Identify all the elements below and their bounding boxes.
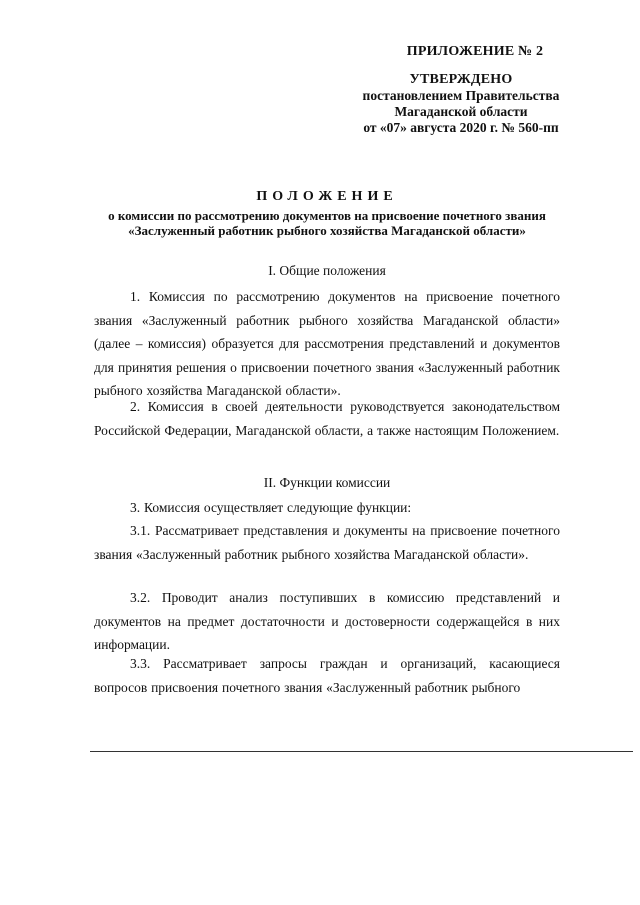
document-heading: ПОЛОЖЕНИЕ bbox=[256, 189, 398, 204]
section-heading-functions: II. Функции комиссии bbox=[263, 475, 391, 490]
paragraph-3-2: 3.2. Проводит анализ поступивших в комиссию представлений и документов на предмет достаточности и достоверности содержащейся в них информации. bbox=[94, 590, 560, 652]
approval-stamp bbox=[300, 44, 600, 136]
page-bottom-rule bbox=[90, 751, 633, 752]
paragraph-2: 2. Комиссия в своей деятельности руководствуется законодательством Российской Федерации, Магаданской области, а также настоящим Положением. bbox=[94, 399, 560, 438]
approval-line-2: Магаданской области bbox=[394, 104, 528, 119]
paragraph-1: 1. Комиссия по рассмотрению документов на присвоение почетного звания «Заслуженный работник рыбного хозяйства Магаданской области» (далее – комиссия) образуется для рассмотрения представлений и документов для принятия решения о присвоении почетного звания «Заслуженный работник рыбного хозяйства Магаданской области». bbox=[94, 289, 560, 398]
appendix-label: ПРИЛОЖЕНИЕ № 2 bbox=[406, 44, 544, 59]
paragraph-3-1: 3.1. Рассматривает представления и документы на присвоение почетного звания «Заслуженный работник рыбного хозяйства Магаданской области». bbox=[94, 523, 560, 562]
document-subtitle: о комиссии по рассмотрению документов на присвоение почетного звания «Заслуженный работник рыбного хозяйства Магаданской области» bbox=[108, 208, 546, 238]
approved-label: УТВЕРЖДЕНО bbox=[409, 72, 513, 87]
approval-line-3: от «07» августа 2020 г. № 560-пп bbox=[363, 120, 559, 135]
paragraph-3-3: 3.3. Рассматривает запросы граждан и организаций, касающиеся вопросов присвоения почетного звания «Заслуженный работник рыбного bbox=[94, 656, 560, 695]
document-title bbox=[92, 189, 562, 238]
approval-line-1: постановлением Правительства bbox=[362, 88, 560, 103]
section-heading-general: I. Общие положения bbox=[268, 263, 386, 278]
paragraph-3: 3. Комиссия осуществляет следующие функции: bbox=[130, 500, 412, 515]
